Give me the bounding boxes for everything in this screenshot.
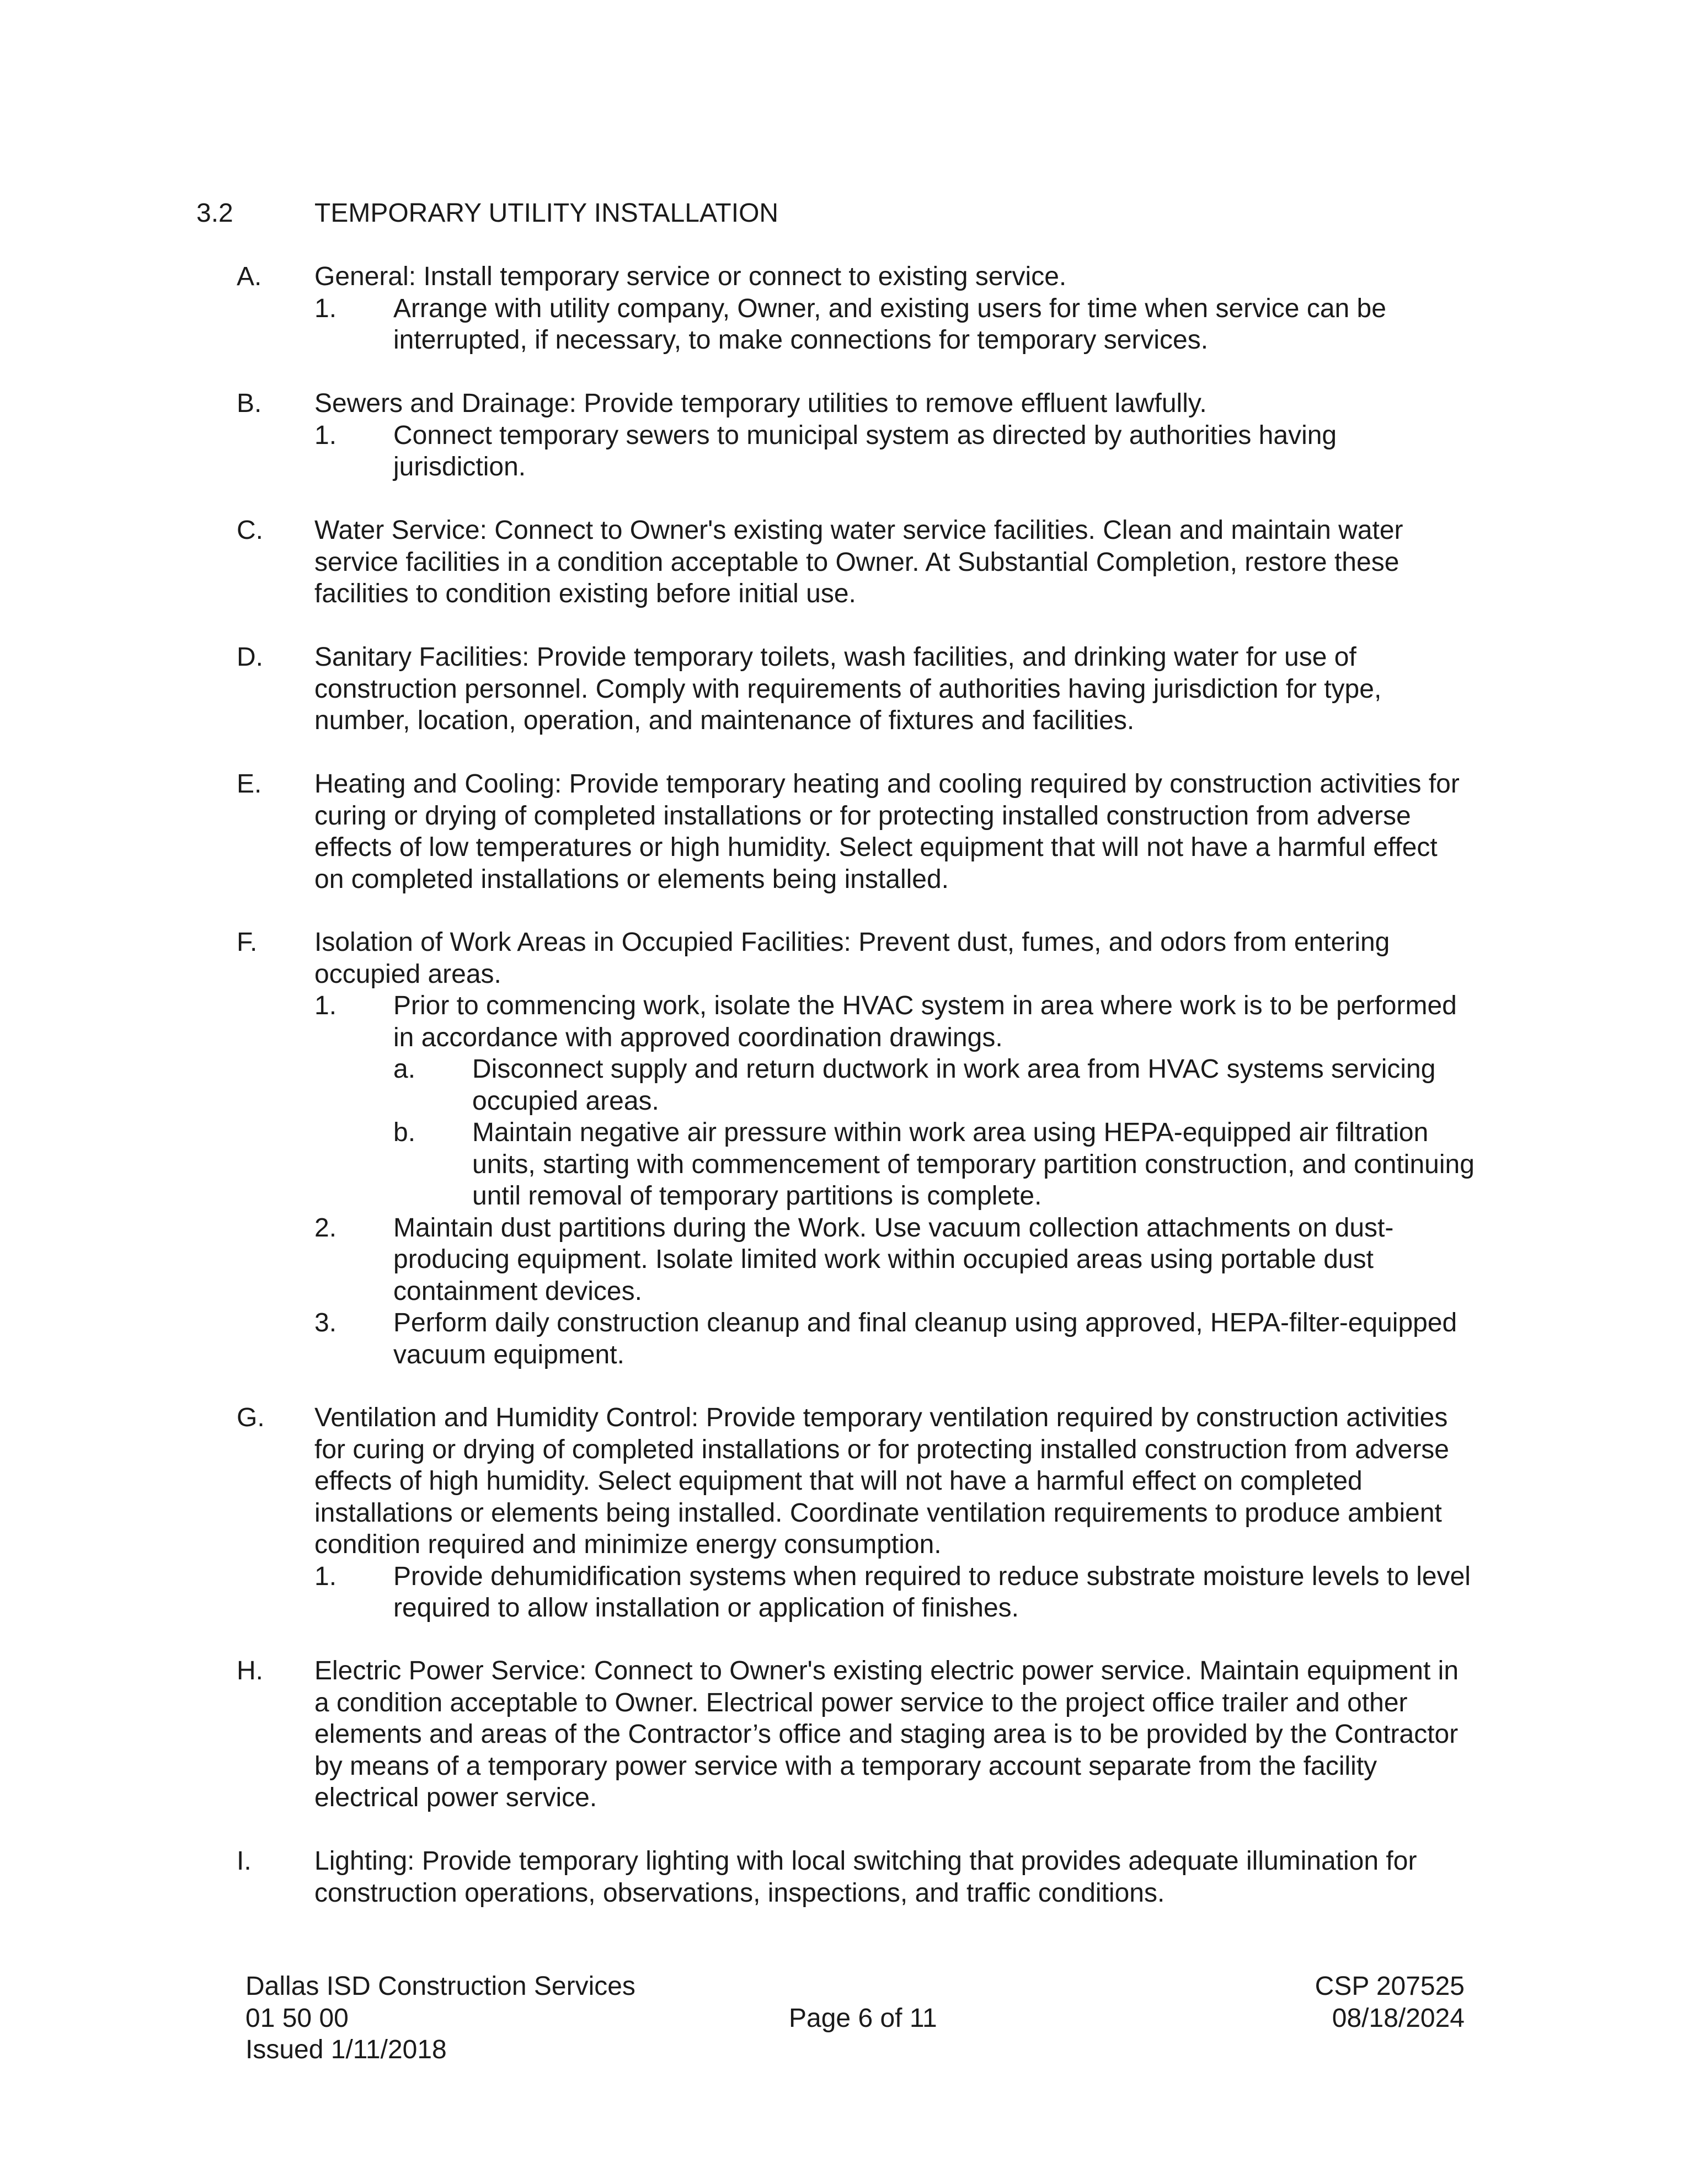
paragraph-row bbox=[0, 927, 1688, 990]
paragraph-a bbox=[0, 261, 1688, 356]
footer-section-number: 01 50 00 bbox=[245, 2003, 349, 2033]
item-text: Provide dehumidification systems when required to reduce substrate moisture levels to level required to allow installation or application of finishes. bbox=[393, 1561, 1471, 1623]
item-label: 1. bbox=[314, 293, 337, 323]
paragraph-label: A. bbox=[237, 262, 262, 291]
paragraph-label: G. bbox=[237, 1403, 265, 1432]
footer-date: 08/18/2024 bbox=[1332, 2003, 1465, 2033]
paragraph-label: H. bbox=[237, 1656, 263, 1685]
paragraph-text: Lighting: Provide temporary lighting with local switching that provides adequate illumination for construction operations, observations, inspections, and traffic conditions. bbox=[314, 1846, 1417, 1908]
list-item bbox=[0, 1212, 1688, 1308]
paragraph-g bbox=[0, 1402, 1688, 1624]
paragraph-row bbox=[0, 261, 1688, 293]
paragraph-text: Electric Power Service: Connect to Owner's existing electric power service. Maintain equipment in a condition acceptable to Owner. Electrical power service to the project office trailer and other elements and areas of the Contractor’s office and staging area is to be provided by the Contractor by means of a temporary power service with a temporary account separate from the facility electrical power service. bbox=[314, 1656, 1459, 1812]
list-item bbox=[0, 1307, 1688, 1371]
footer-project-number: CSP 207525 bbox=[1315, 1972, 1465, 2001]
subitem-text: Disconnect supply and return ductwork in work area from HVAC systems servicing occupied areas. bbox=[472, 1054, 1436, 1116]
item-label: 2. bbox=[314, 1213, 337, 1243]
paragraph-row bbox=[0, 515, 1688, 610]
paragraph-h bbox=[0, 1655, 1688, 1814]
list-item bbox=[0, 420, 1688, 483]
paragraph-row bbox=[0, 388, 1688, 420]
subitem-label: b. bbox=[393, 1118, 416, 1147]
paragraph-d bbox=[0, 641, 1688, 737]
footer-page-number: Page 6 of 11 bbox=[789, 2003, 937, 2033]
sub-list-item bbox=[0, 1117, 1688, 1212]
paragraph-c bbox=[0, 515, 1688, 610]
footer-right bbox=[1315, 1971, 1465, 2034]
footer-issued-date: Issued 1/11/2018 bbox=[245, 2035, 447, 2064]
paragraph-row bbox=[0, 1402, 1688, 1561]
paragraph-row bbox=[0, 1845, 1688, 1909]
item-label: 3. bbox=[314, 1308, 337, 1337]
paragraph-b bbox=[0, 388, 1688, 483]
paragraph-e bbox=[0, 768, 1688, 895]
paragraph-row bbox=[0, 1655, 1688, 1814]
paragraph-label: I. bbox=[237, 1846, 252, 1876]
list-item bbox=[0, 1561, 1688, 1624]
paragraph-label: F. bbox=[237, 928, 258, 957]
item-text: Perform daily construction cleanup and final cleanup using approved, HEPA-filter-equipped vacuum equipment. bbox=[393, 1308, 1457, 1369]
paragraph-label: B. bbox=[237, 389, 262, 418]
list-item bbox=[0, 293, 1688, 356]
paragraph-label: D. bbox=[237, 643, 263, 672]
section-title: TEMPORARY UTILITY INSTALLATION bbox=[314, 199, 779, 228]
paragraph-label: C. bbox=[237, 516, 263, 545]
paragraph-text: Water Service: Connect to Owner's existing water service facilities. Clean and maintain water service facilities in a condition acceptable to Owner. At Substantial Completion, restore these facilities to condition existing before initial use. bbox=[314, 516, 1403, 608]
item-text: Connect temporary sewers to municipal system as directed by authorities having jurisdiction. bbox=[393, 420, 1337, 481]
paragraph-i bbox=[0, 1845, 1688, 1909]
sub-list-item bbox=[0, 1053, 1688, 1117]
paragraph-text: Sanitary Facilities: Provide temporary toilets, wash facilities, and drinking water for use of construction personnel. Comply with requirements of authorities having jurisdiction for type, number, location, operation, and maintenance of fixtures and facilities. bbox=[314, 643, 1382, 735]
section-number: 3.2 bbox=[196, 199, 233, 228]
paragraph-f bbox=[0, 927, 1688, 1371]
list-item bbox=[0, 990, 1688, 1053]
footer-org: Dallas ISD Construction Services bbox=[245, 1972, 635, 2001]
item-text: Maintain dust partitions during the Work. Use vacuum collection attachments on dust-producing equipment. Isolate limited work within occupied areas using portable dust containment devices. bbox=[393, 1213, 1394, 1306]
paragraph-text: Isolation of Work Areas in Occupied Facilities: Prevent dust, fumes, and odors from entering occupied areas. bbox=[314, 928, 1390, 989]
item-label: 1. bbox=[314, 991, 337, 1020]
paragraph-row bbox=[0, 641, 1688, 737]
item-text: Prior to commencing work, isolate the HVAC system in area where work is to be performed in accordance with approved coordination drawings. bbox=[393, 991, 1457, 1052]
item-label: 1. bbox=[314, 1561, 337, 1591]
subitem-label: a. bbox=[393, 1054, 416, 1084]
paragraph-row bbox=[0, 768, 1688, 895]
paragraph-text: Ventilation and Humidity Control: Provide temporary ventilation required by construction activities for curing or drying of completed installations or for protecting installed construction from adverse effects of high humidity. Select equipment that will not have a harmful effect on completed installations or elements being installed. Coordinate ventilation requirements to produce ambient condition required and minimize energy consumption. bbox=[314, 1403, 1449, 1559]
subitem-text: Maintain negative air pressure within work area using HEPA-equipped air filtration units, starting with commencement of temporary partition construction, and continuing until removal of temporary partitions is complete. bbox=[472, 1118, 1475, 1211]
paragraph-text: Heating and Cooling: Provide temporary heating and cooling required by construction activities for curing or drying of completed installations or for protecting installed construction from adverse effects of low temperatures or high humidity. Select equipment that will not have a harmful effect on completed installations or elements being installed. bbox=[314, 769, 1460, 894]
item-text: Arrange with utility company, Owner, and existing users for time when service can be interrupted, if necessary, to make connections for temporary services. bbox=[393, 293, 1386, 355]
paragraph-text: Sewers and Drainage: Provide temporary utilities to remove effluent lawfully. bbox=[314, 389, 1207, 418]
paragraph-label: E. bbox=[237, 769, 262, 799]
footer-left bbox=[245, 1971, 635, 2066]
paragraph-text: General: Install temporary service or connect to existing service. bbox=[314, 262, 1067, 291]
item-label: 1. bbox=[314, 420, 337, 450]
